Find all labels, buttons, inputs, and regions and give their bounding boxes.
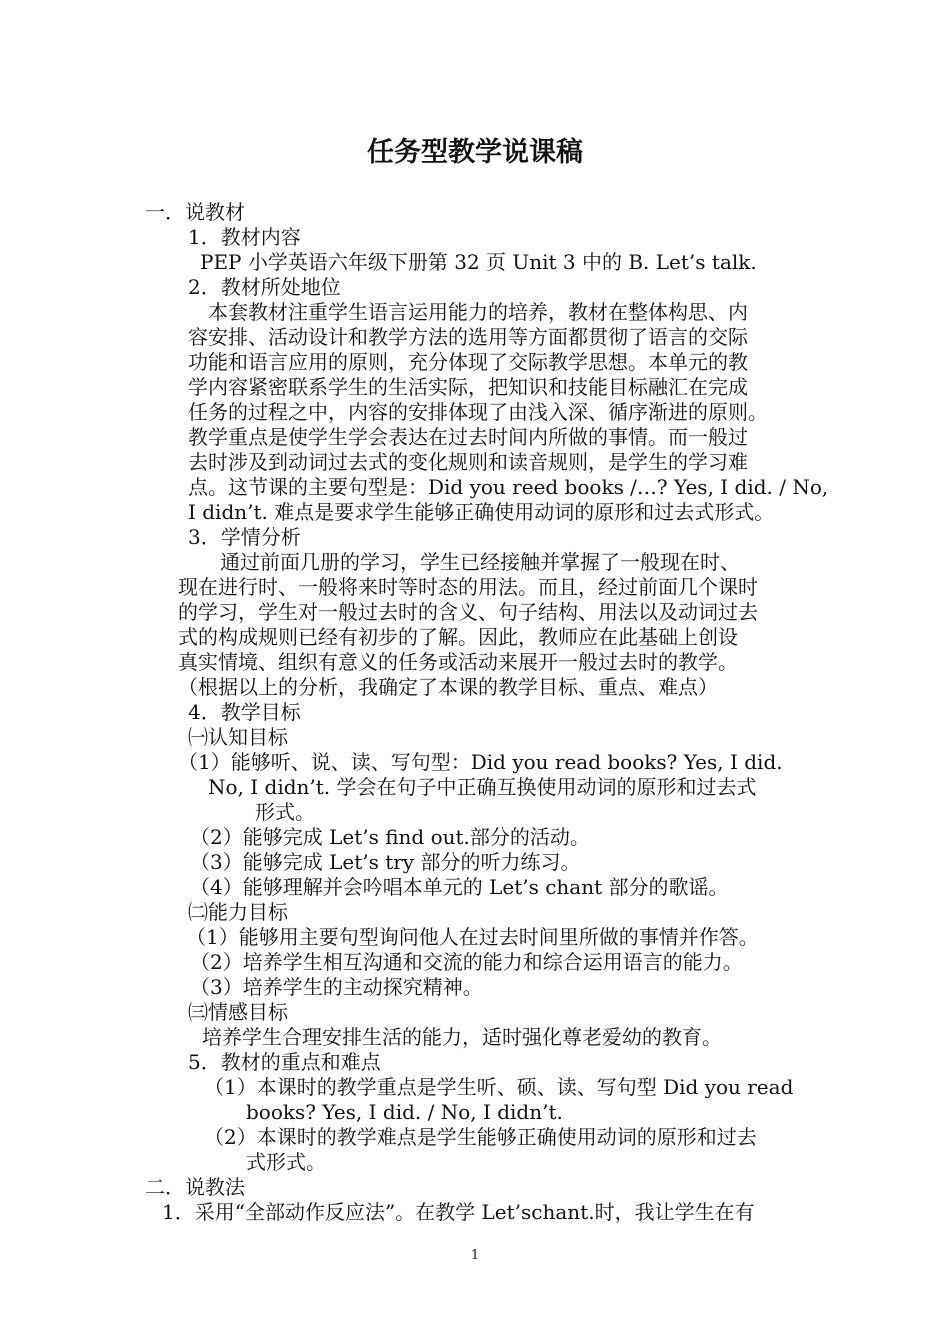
paragraph-line: I didn’t. 难点是要求学生能够正确使用动词的原形和过去式形式。 (188, 500, 775, 524)
list-item-continuation: 式形式。 (246, 1150, 326, 1174)
subsection-heading: 4．教学目标 (188, 700, 301, 724)
paragraph-line: （根据以上的分析，我确定了本课的教学目标、重点、难点） (178, 675, 718, 699)
paragraph-line: 学内容紧密联系学生的生活实际，把知识和技能目标融汇在完成 (188, 375, 748, 399)
paragraph-line: PEP 小学英语六年级下册第 32 页 Unit 3 中的 B. Let’s talk. (200, 250, 757, 274)
goal-heading: ㈡能力目标 (188, 900, 288, 924)
paragraph-line: 任务的过程之中，内容的安排体现了由浅入深、循序渐进的原则。 (188, 400, 768, 424)
paragraph-line: 通过前面几册的学习，学生已经接触并掌握了一般现在时、 (220, 550, 740, 574)
subsection-heading: 3．学情分析 (188, 525, 301, 549)
subsection-heading: 2．教材所处地位 (188, 275, 341, 299)
list-item: （2）能够完成 Let’s find out.部分的活动。 (190, 825, 590, 849)
paragraph-line: 教学重点是使学生学会表达在过去时间内所做的事情。而一般过 (188, 425, 748, 449)
paragraph-line: 1．采用“全部动作反应法”。在教学 Let’schant.时，我让学生在有 (162, 1200, 755, 1224)
page-number: 1 (470, 1248, 480, 1263)
paragraph-line: 去时涉及到动词过去式的变化规则和读音规则，是学生的学习难 (188, 450, 748, 474)
section-heading: 一．说教材 (145, 200, 245, 224)
paragraph-line: 容安排、活动设计和教学方法的选用等方面都贯彻了语言的交际 (188, 325, 748, 349)
subsection-heading: 1．教材内容 (188, 225, 301, 249)
list-item: （4）能够理解并会吟唱本单元的 Let’s chant 部分的歌谣。 (190, 875, 729, 899)
paragraph-line: 的学习，学生对一般过去时的含义、句子结构、用法以及动词过去 (178, 600, 758, 624)
list-item: （1）能够用主要句型询问他人在过去时间里所做的事情并作答。 (186, 925, 759, 949)
list-item: （2）培养学生相互沟通和交流的能力和综合运用语言的能力。 (190, 950, 743, 974)
list-item: （1）本课时的教学重点是学生听、硕、读、写句型 Did you read (204, 1075, 794, 1099)
goal-heading: ㈠认知目标 (188, 725, 288, 749)
list-item-continuation: books? Yes, I did. / No, I didn’t. (246, 1100, 563, 1124)
goal-heading: ㈢情感目标 (188, 1000, 288, 1024)
paragraph-line: 功能和语言应用的原则，充分体现了交际教学思想。本单元的教 (188, 350, 748, 374)
paragraph-line: 培养学生合理安排生活的能力，适时强化尊老爱幼的教育。 (202, 1025, 722, 1049)
paragraph-line: 式的构成规则已经有初步的了解。因此，教师应在此基础上创设 (178, 625, 738, 649)
list-item: （1）能够听、说、读、写句型：Did you read books? Yes, I did. (178, 750, 783, 774)
list-item: （3）培养学生的主动探究精神。 (190, 975, 483, 999)
list-item: （2）本课时的教学难点是学生能够正确使用动词的原形和过去 (204, 1125, 757, 1149)
document-title: 任务型教学说课稿 (367, 137, 583, 168)
list-item: （3）能够完成 Let’s try 部分的听力练习。 (190, 850, 581, 874)
paragraph-line: 本套教材注重学生语言运用能力的培养，教材在整体构思、内 (208, 300, 748, 324)
list-item-continuation: 形式。 (255, 800, 315, 824)
section-heading: 二．说教法 (145, 1175, 245, 1199)
list-item-continuation: No, I didn’t. 学会在句子中正确互换使用动词的原形和过去式 (208, 775, 757, 799)
paragraph-line: 真实情境、组织有意义的任务或活动来展开一般过去时的教学。 (178, 650, 738, 674)
subsection-heading: 5．教材的重点和难点 (188, 1050, 381, 1074)
paragraph-line: 现在进行时、一般将来时等时态的用法。而且，经过前面几个课时 (178, 575, 758, 599)
paragraph-line: 点。这节课的主要句型是：Did you reed books /…? Yes, I did. / No, (188, 475, 829, 499)
